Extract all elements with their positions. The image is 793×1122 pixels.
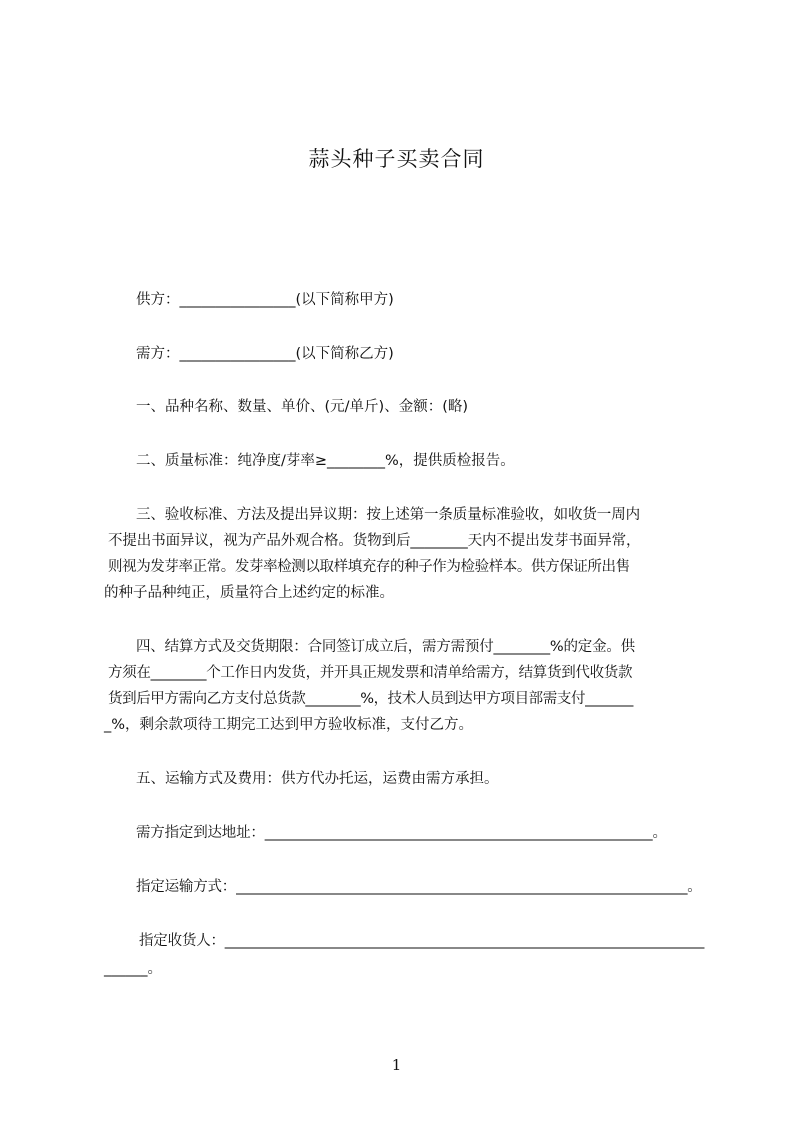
clause-3-line-1: 三、验收标准、方法及提出异议期：按上述第一条质量标准验收，如收货一周内 xyxy=(136,507,640,523)
clause-3-line-3: 则视为发芽率正常。发芽率检测以取样填充存的种子作为检验样本。供方保证所出售 xyxy=(108,559,630,575)
clause-4-line-1: 四、结算方式及交货期限：合同签订成立后，需方需预付________%的定金。供 xyxy=(136,639,635,655)
clause-4-line-3: 货到后甲方需向乙方支付总货款________%，技术人员到达甲方项目部需支付_______ xyxy=(108,691,634,707)
clause-3-line-2: 不提出书面异议，视为产品外观合格。货物到后________天内不提出发芽书面异常， xyxy=(108,533,641,549)
receiver-line-1: 指定收货人：____________________________________________________________________ xyxy=(139,933,705,949)
transport-line: 指定运输方式：________________________________________________________________。 xyxy=(136,879,702,895)
clause-5: 五、运输方式及费用：供方代办托运，运费由需方承担。 xyxy=(136,771,499,787)
clause-4-line-2: 方须在________个工作日内发货，并开具正规发票和清单给需方，结算货到代收货款 xyxy=(108,665,633,681)
clause-2: 二、质量标准：纯净度/芽率≥________%，提供质检报告。 xyxy=(136,453,515,469)
clause-3-line-4: 的种子品种纯正，质量符合上述约定的标准。 xyxy=(104,585,394,601)
clause-4-line-4: _%，剩余款项待工期完工达到甲方验收标准，支付乙方。 xyxy=(104,717,474,733)
address-line: 需方指定到达地址：_______________________________________________________。 xyxy=(136,825,667,841)
receiver-line-2: ______。 xyxy=(104,961,162,977)
page-number: 1 xyxy=(391,1056,402,1074)
page-title: 蒜头种子买卖合同 xyxy=(308,147,485,171)
buyer-line: 需方：________________(以下简称乙方) xyxy=(136,346,394,362)
clause-1: 一、品种名称、数量、单价、(元/单斤)、金额：(略) xyxy=(136,399,469,415)
supplier-line: 供方：________________(以下简称甲方) xyxy=(136,292,394,308)
